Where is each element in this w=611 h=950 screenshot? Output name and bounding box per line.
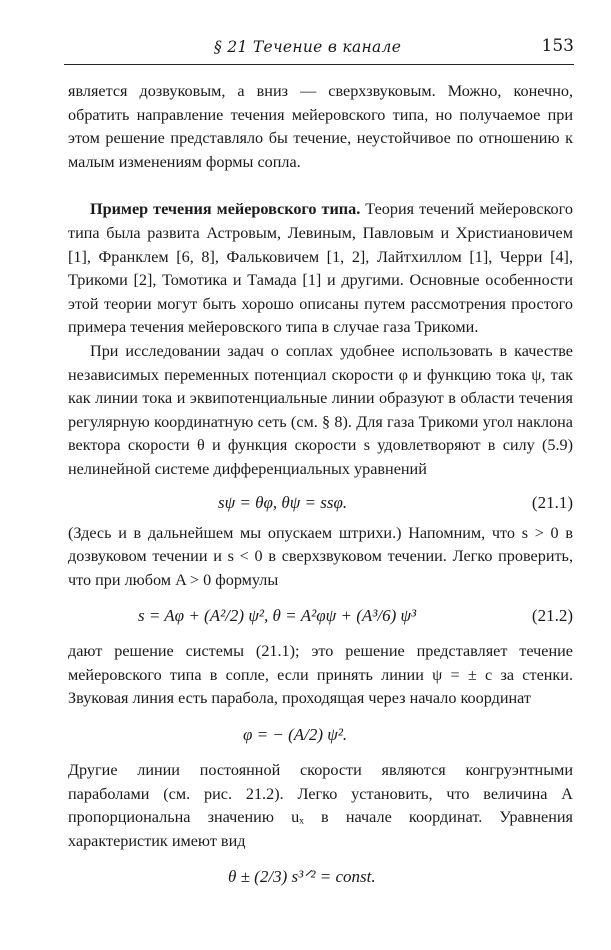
header-title: § 21 Течение в канале <box>214 38 402 56</box>
paragraph-5: дают решение системы (21.1); это решение представляет течение мейеровского типа в сопле, если принять линии ψ = ± c за стенки. Звуковая линия есть парабола, проходящая через начало координат <box>68 642 573 708</box>
paragraph-2-text: Теория течений мейеровского типа была развита Астровым, Левиным, Павловым и Христиановичем [1], Франклем [6, 8], Фальковичем [1, 2], Лайтхиллом [1], Черри [4], Трикоми [2], Томотика и Тамада [1] и другими. Основные особенности этой теории могут быть хорошо описаны путем рассмотрения простого примера течения мейеровского типа в случае газа Трикоми. <box>68 200 573 337</box>
equation-sonic-line-formula: φ = − (A/2) ψ². <box>243 725 348 745</box>
equation-21-2-formula: s = Aφ + (A²/2) ψ², θ = A²φψ + (A³/6) ψ³ <box>138 606 417 626</box>
paragraph-2 <box>68 198 573 340</box>
section-heading: Пример течения мейеровского типа. <box>90 200 361 219</box>
equation-21-2-number: (21.2) <box>531 606 573 626</box>
page-body <box>68 80 573 901</box>
equation-characteristics-formula: θ ± (2/3) s³ᐟ² = const. <box>228 867 376 887</box>
equation-21-1 <box>68 482 573 522</box>
paragraph-1: является дозвуковым, а вниз — сверхзвуковым. Можно, конечно, обратить направление течения мейеровского типа, но получаемое при этом решение представляло бы течение, неустойчивое по отношению к малым изменениям формы сопла. <box>68 82 573 171</box>
equation-21-1-formula: sψ = θφ, θψ = ssφ. <box>218 492 348 512</box>
paragraph-3: При исследовании задач о соплах удобнее использовать в качестве независимых переменных потенциал скорости φ и функцию тока ψ, так как линии тока и эквипотенциальные линии образуют в области течения регулярную координатную сеть (см. § 8). Для газа Трикоми угол наклона вектора скорости θ и функция скорости s удовлетворяют в силу (5.9) нелинейной системе дифференциальных уравнений <box>68 341 573 478</box>
equation-21-1-number: (21.1) <box>531 492 573 512</box>
equation-characteristics <box>68 853 573 901</box>
equation-sonic-line <box>68 711 573 759</box>
page-number: 153 <box>541 36 574 56</box>
paragraph-6: Другие линии постоянной скорости являются конгруэнтными параболами (см. рис. 21.2). Легко установить, что величина A пропорциональна значению uₓ в начале координат. Уравнения характеристик имеют вид <box>68 761 573 850</box>
section-gap <box>68 174 573 198</box>
running-header <box>64 30 574 65</box>
equation-21-2 <box>68 592 573 640</box>
paragraph-4: (Здесь и в дальнейшем мы опускаем штрихи.) Напомним, что s > 0 в дозвуковом течении и s < 0 в сверхзвуковом течении. Легко проверить, что при любом A > 0 формулы <box>68 523 573 589</box>
